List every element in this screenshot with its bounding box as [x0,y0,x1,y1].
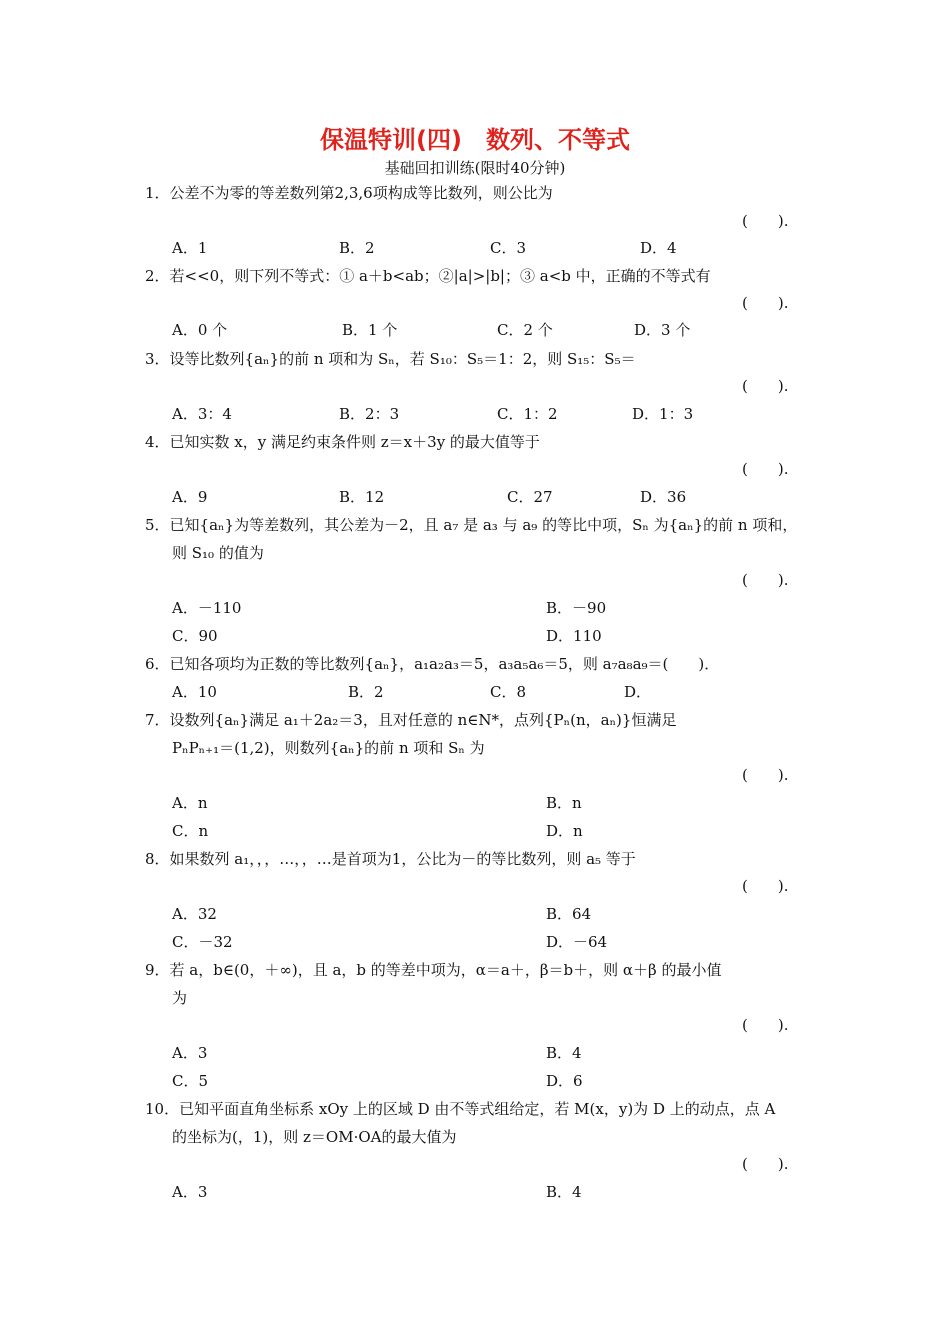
question-6-option-c: C．8 [490,683,527,701]
question-10-option-a: A．3 [172,1183,208,1201]
question-8-option-b: B．64 [546,905,592,923]
page-title: 保温特训(四) 数列、不等式 [320,126,630,154]
page-subtitle: 基础回扣训练(限时40分钟) [384,159,566,177]
question-10-option-b: B．4 [546,1183,582,1201]
question-3-answer-bracket: ( ). [742,377,789,395]
question-1-option-c: C．3 [490,239,527,257]
question-8-answer-bracket: ( ). [742,877,789,895]
question-10-answer-bracket: ( ). [742,1155,789,1173]
question-2-option-c: C．2 个 [497,321,553,339]
question-1-stem: 1．公差不为零的等差数列第2,3,6项构成等比数列，则公比为 [145,184,553,202]
question-3-option-a: A．3：4 [172,405,232,423]
question-8-stem: 8．如果数列 a₁，，，…，，…是首项为1，公比为－的等比数列，则 a₅ 等于 [145,850,636,868]
question-9-answer-bracket: ( ). [742,1016,789,1034]
question-7-stem-line-1: 7．设数列{aₙ}满足 a₁＋2a₂＝3，且对任意的 n∈N*，点列{Pₙ(n，aₙ)}恒满足 [145,711,677,729]
question-3-option-c: C．1：2 [497,405,558,423]
question-10-stem-line-1: 10．已知平面直角坐标系 xOy 上的区域 D 由不等式组给定，若 M(x，y)为 D 上的动点，点 A [145,1100,776,1118]
question-10-stem-line-2: 的坐标为(，1)，则 z＝OM·OA的最大值为 [172,1128,457,1146]
question-5-answer-bracket: ( ). [742,571,789,589]
question-1-option-d: D．4 [640,239,677,257]
question-5-option-c: C．90 [172,627,218,645]
question-5-stem-line-1: 5．已知{aₙ}为等差数列，其公差为－2，且 a₇ 是 a₃ 与 a₉ 的等比中项，Sₙ 为{aₙ}的前 n 项和， [145,516,798,534]
question-7-option-d: D．n [546,822,583,840]
question-4-option-d: D．36 [640,488,687,506]
question-9-option-d: D．6 [546,1072,583,1090]
question-4-answer-bracket: ( ). [742,460,789,478]
question-4-option-a: A．9 [172,488,208,506]
question-7-option-a: A．n [172,794,208,812]
question-8-option-c: C．－32 [172,933,233,951]
question-9-option-c: C．5 [172,1072,209,1090]
question-2-option-b: B．1 个 [342,321,398,339]
question-5-option-d: D．110 [546,627,602,645]
question-1-option-b: B．2 [339,239,375,257]
question-7-stem-line-2: PₙPₙ₊₁＝(1,2)，则数列{aₙ}的前 n 项和 Sₙ 为 [172,739,485,757]
question-5-option-a: A．－110 [172,599,242,617]
question-1-option-a: A．1 [172,239,208,257]
question-5-stem-line-2: 则 S₁₀ 的值为 [172,544,264,562]
question-6-stem: 6．已知各项均为正数的等比数列{aₙ}，a₁a₂a₃＝5，a₃a₅a₆＝5，则 a₇a₈a₉＝( )． [145,655,720,673]
question-2-option-a: A．0 个 [172,321,228,339]
question-2-answer-bracket: ( ). [742,294,789,312]
question-4-option-b: B．12 [339,488,385,506]
question-7-option-b: B．n [546,794,582,812]
question-6-option-b: B．2 [348,683,384,701]
question-8-option-d: D．－64 [546,933,608,951]
question-3-option-b: B．2：3 [339,405,400,423]
question-7-option-c: C．n [172,822,209,840]
question-5-option-b: B．－90 [546,599,607,617]
question-8-option-a: A．32 [172,905,217,923]
question-6-option-a: A．10 [172,683,217,701]
question-1-answer-bracket: ( ). [742,212,789,230]
question-3-option-d: D．1：3 [632,405,694,423]
question-7-answer-bracket: ( ). [742,766,789,784]
question-9-option-b: B．4 [546,1044,582,1062]
question-4-stem: 4．已知实数 x，y 满足约束条件则 z＝x＋3y 的最大值等于 [145,433,540,451]
question-2-option-d: D．3 个 [634,321,691,339]
question-9-stem-line-1: 9．若 a，b∈(0，＋∞)，且 a，b 的等差中项为，α＝a＋，β＝b＋，则 α＋β 的最小值 [145,961,722,979]
question-3-stem: 3．设等比数列{aₙ}的前 n 项和为 Sₙ，若 S₁₀：S₅＝1：2，则 S₁₅：S₅＝ [145,350,636,368]
question-6-option-d: D． [624,683,652,701]
question-9-option-a: A．3 [172,1044,208,1062]
question-2-stem: 2．若<<0，则下列不等式：① a＋b<ab；②|a|>|b|；③ a<b 中，正确的不等式有 [145,267,711,285]
question-4-option-c: C．27 [507,488,553,506]
question-9-stem-line-2: 为 [172,989,188,1007]
